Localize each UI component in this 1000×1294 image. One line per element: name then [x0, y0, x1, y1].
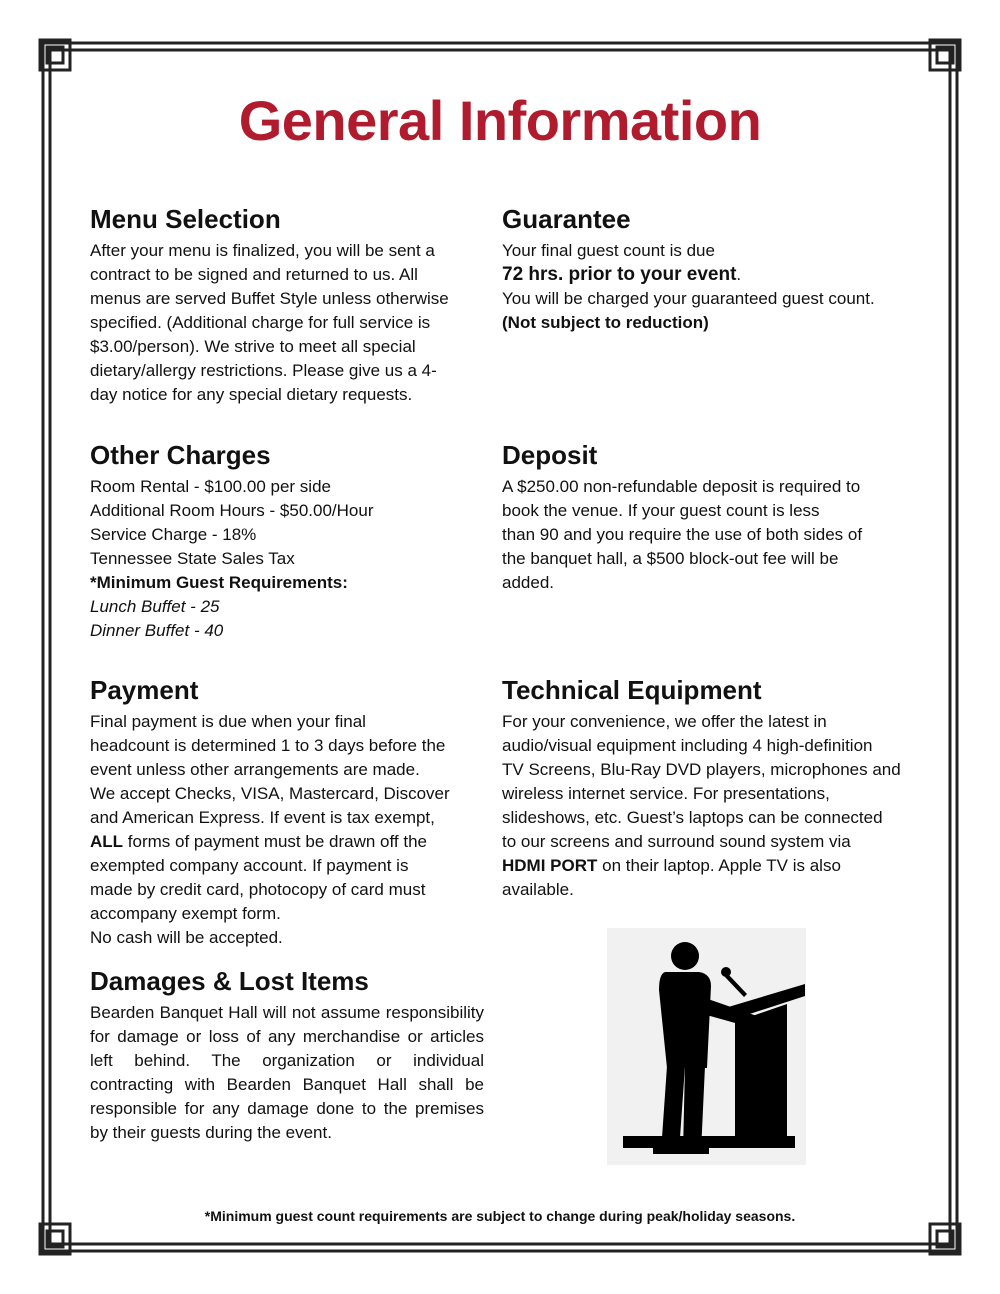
- deposit-heading: Deposit: [502, 440, 598, 470]
- other-charges-heading: Other Charges: [90, 440, 271, 470]
- hdmi-port-rest: on their laptop. Apple TV is also: [597, 856, 841, 875]
- speaker-podium-icon: [607, 928, 806, 1165]
- guarantee-heading: Guarantee: [502, 204, 631, 234]
- guarantee-line: You will be charged your guaranteed guest count.: [502, 289, 875, 308]
- payment-line: event unless other arrangements are made.: [90, 760, 420, 779]
- payment-all-forms-line: [90, 830, 490, 854]
- charge-item: Additional Room Hours - $50.00/Hour: [90, 501, 374, 520]
- charge-item: Room Rental - $100.00 per side: [90, 477, 331, 496]
- payment-line: and American Express. If event is tax exempt,: [90, 808, 435, 827]
- deposit-line: than 90 and you require the use of both sides of: [502, 525, 863, 544]
- deposit-line: added.: [502, 573, 554, 592]
- tech-line: audio/visual equipment including 4 high-definition: [502, 736, 873, 755]
- payment-line: Final payment is due when your final: [90, 712, 366, 731]
- payment-line: We accept Checks, VISA, Mastercard, Discover: [90, 784, 450, 803]
- payment-section: [90, 675, 490, 950]
- tech-hdmi-line: [502, 854, 932, 878]
- damages-text: Bearden Banquet Hall will not assume responsibility for damage or loss of any merchandise or articles left behind. The organization or individual contracting with Bearden Banquet Hall shall be responsible for any damage done to the premises by their guests during the event.: [90, 1003, 484, 1142]
- page-title: General Information: [238, 89, 762, 152]
- deposit-line: book the venue. If your guest count is less: [502, 501, 820, 520]
- menu-selection-line: dietary/allergy restrictions. Please give us a 4-: [90, 361, 437, 380]
- payment-line: headcount is determined 1 to 3 days before the: [90, 736, 446, 755]
- menu-selection-line: day notice for any special dietary requests.: [90, 385, 413, 404]
- technical-equipment-heading: Technical Equipment: [502, 675, 762, 705]
- guarantee-deadline-period: .: [736, 265, 742, 284]
- footnote: *Minimum guest count requirements are subject to change during peak/holiday seasons.: [204, 1208, 796, 1224]
- menu-selection-line: specified. (Additional charge for full service is: [90, 313, 431, 332]
- damages-section: [90, 966, 484, 1145]
- menu-selection-line: contract to be signed and returned to us. All: [90, 265, 418, 284]
- minimum-guest-label: *Minimum Guest Requirements:: [90, 573, 348, 592]
- menu-selection-line: menus are served Buffet Style unless otherwise: [90, 289, 449, 308]
- tech-line: TV Screens, Blu-Ray DVD players, microphones and: [502, 760, 901, 779]
- payment-line: made by credit card, photocopy of card must: [90, 880, 426, 899]
- technical-equipment-section: [502, 675, 932, 902]
- tech-line: wireless internet service. For presentations,: [502, 784, 830, 803]
- menu-selection-section: [90, 204, 490, 407]
- guarantee-line: Your final guest count is due: [502, 241, 715, 260]
- payment-all-rest: forms of payment must be drawn off the: [123, 832, 427, 851]
- guarantee-deadline: [502, 263, 932, 287]
- menu-selection-heading: Menu Selection: [90, 204, 281, 234]
- deposit-section: [502, 440, 932, 595]
- tech-line: For your convenience, we offer the latest in: [502, 712, 827, 731]
- deposit-line: A $250.00 non-refundable deposit is required to: [502, 477, 861, 496]
- tech-line: to our screens and surround sound system via: [502, 832, 851, 851]
- lunch-minimum: Lunch Buffet - 25: [90, 597, 220, 616]
- payment-all-bold: ALL: [90, 832, 124, 851]
- payment-heading: Payment: [90, 675, 199, 705]
- charge-item: Service Charge - 18%: [90, 525, 257, 544]
- payment-line: accompany exempt form.: [90, 904, 281, 923]
- dinner-minimum: Dinner Buffet - 40: [90, 621, 224, 640]
- payment-line: exempted company account. If payment is: [90, 856, 409, 875]
- tech-line: slideshows, etc. Guest’s laptops can be connected: [502, 808, 883, 827]
- damages-heading: Damages & Lost Items: [90, 966, 369, 996]
- payment-line: No cash will be accepted.: [90, 928, 283, 947]
- menu-selection-line: $3.00/person). We strive to meet all special: [90, 337, 416, 356]
- menu-selection-line: After your menu is finalized, you will be sent a: [90, 241, 435, 260]
- guarantee-deadline-bold: 72 hrs. prior to your event: [502, 264, 737, 285]
- guarantee-no-reduction: (Not subject to reduction): [502, 313, 709, 332]
- tech-line: available.: [502, 880, 574, 899]
- hdmi-port-bold: HDMI PORT: [502, 856, 598, 875]
- guarantee-section: [502, 204, 932, 335]
- other-charges-section: [90, 440, 490, 643]
- deposit-line: the banquet hall, a $500 block-out fee will be: [502, 549, 839, 568]
- charge-item: Tennessee State Sales Tax: [90, 549, 295, 568]
